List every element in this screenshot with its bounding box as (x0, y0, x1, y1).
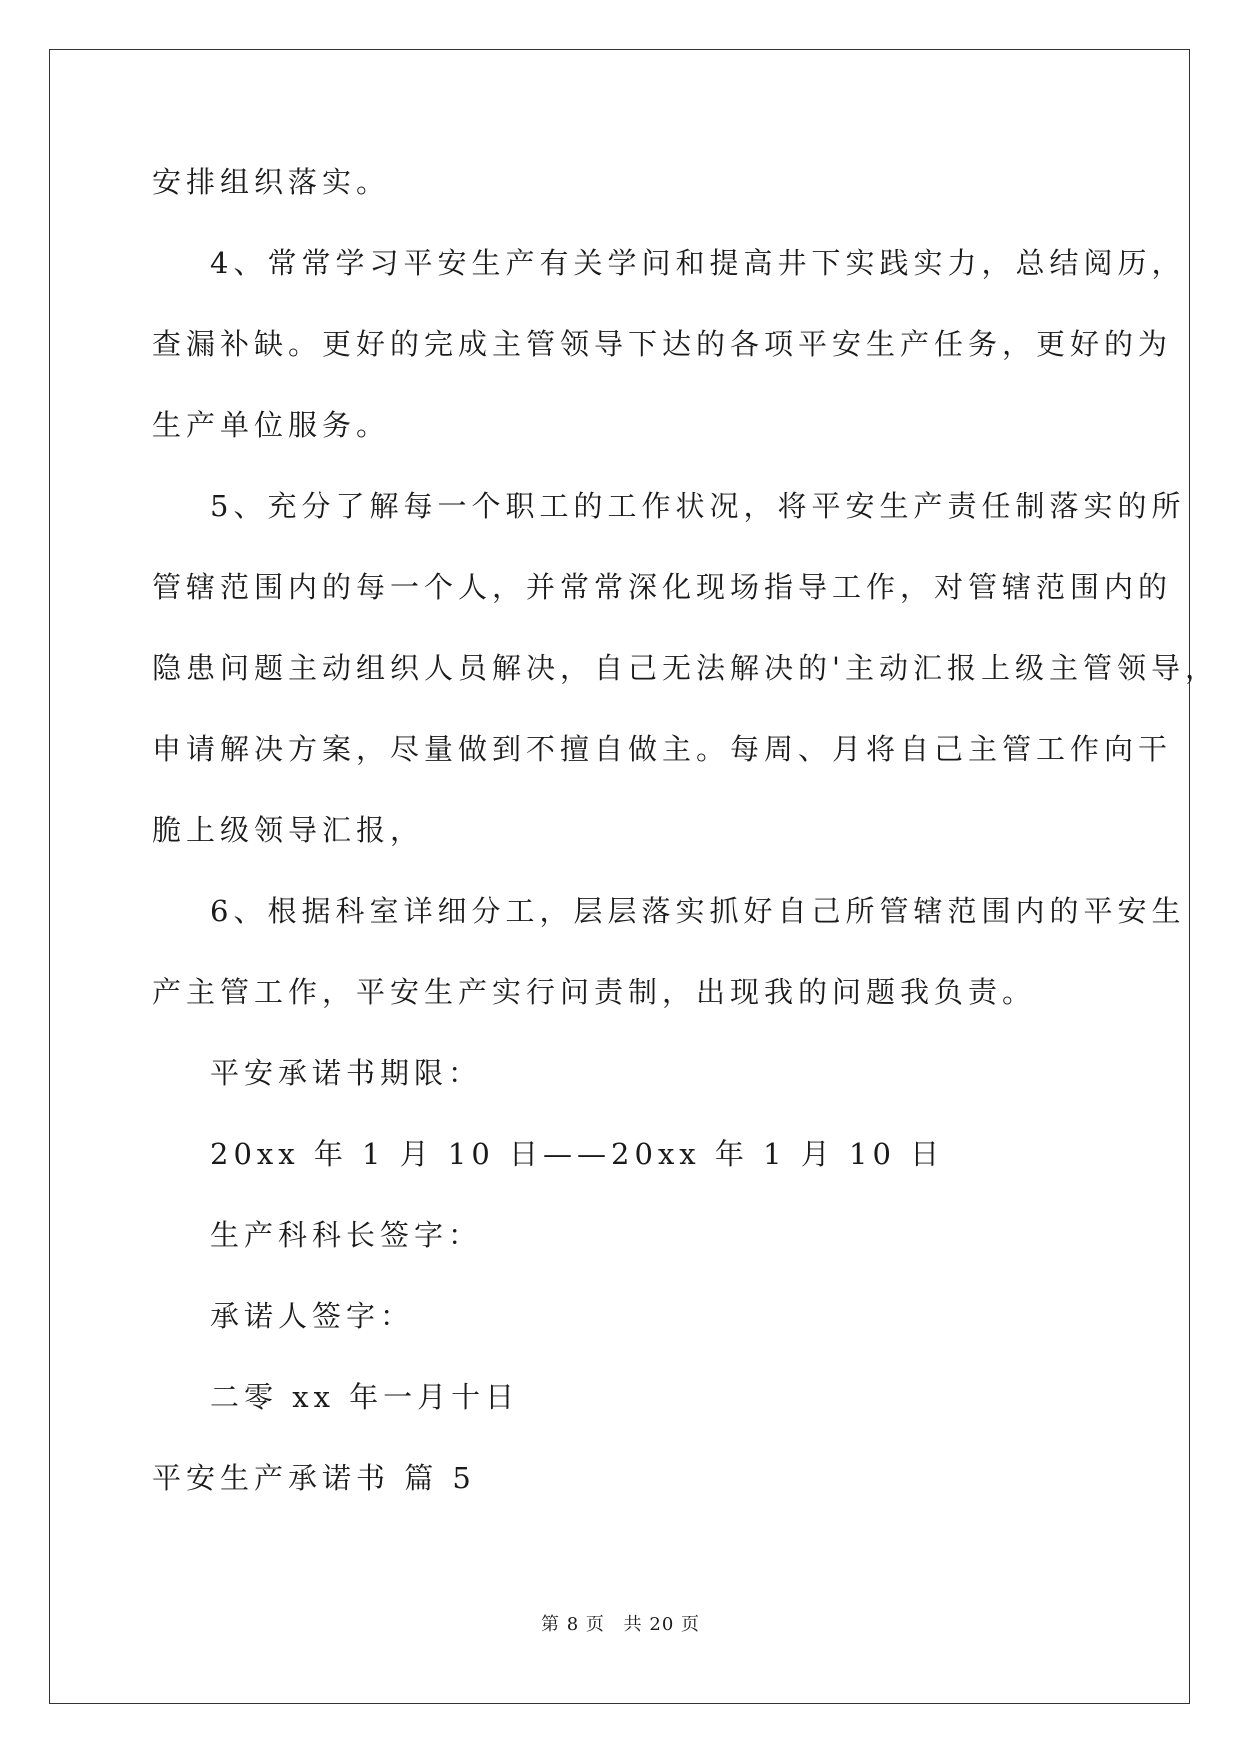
section-chief-signature-label: 生产科科长签字： (210, 1218, 483, 1252)
paragraph-line: 查漏补缺。更好的完成主管领导下达的各项平安生产任务，更好的为 (152, 327, 1173, 361)
total-pages: 共 20 页 (623, 1614, 700, 1635)
paragraph-line: 5、充分了解每一个职工的工作状况，将平安生产责任制落实的所 (210, 489, 1186, 523)
page-footer (0, 1610, 1241, 1636)
paragraph-line: 4、常常学习平安生产有关学问和提高井下实践实力，总结阅历， (210, 246, 1186, 280)
document-body (152, 162, 1219, 1539)
promisor-signature-label: 承诺人签字： (210, 1299, 415, 1333)
term-label: 平安承诺书期限： (210, 1056, 483, 1090)
paragraph-line: 安排组织落实。 (152, 165, 391, 199)
section-heading: 平安生产承诺书 篇 5 (152, 1461, 476, 1495)
paragraph-line: 管辖范围内的每一个人，并常常深化现场指导工作，对管辖范围内的 (152, 570, 1173, 604)
paragraph-line: 申请解决方案，尽量做到不擅自做主。每周、月将自己主管工作向干 (152, 732, 1173, 766)
paragraph-line: 隐患问题主动组织人员解决，自己无法解决的'主动汇报上级主管领导， (152, 651, 1219, 685)
current-page-number: 第 8 页 (541, 1614, 605, 1635)
signing-date: 二零 xx 年一月十日 (210, 1380, 520, 1414)
paragraph-line: 6、根据科室详细分工，层层落实抓好自己所管辖范围内的平安生 (210, 894, 1186, 928)
paragraph-line: 生产单位服务。 (152, 408, 391, 442)
term-dates: 20xx 年 1 月 10 日——20xx 年 1 月 10 日 (210, 1137, 945, 1171)
paragraph-line: 脆上级领导汇报， (152, 813, 425, 847)
paragraph-line: 产主管工作，平安生产实行问责制，出现我的问题我负责。 (152, 975, 1037, 1009)
